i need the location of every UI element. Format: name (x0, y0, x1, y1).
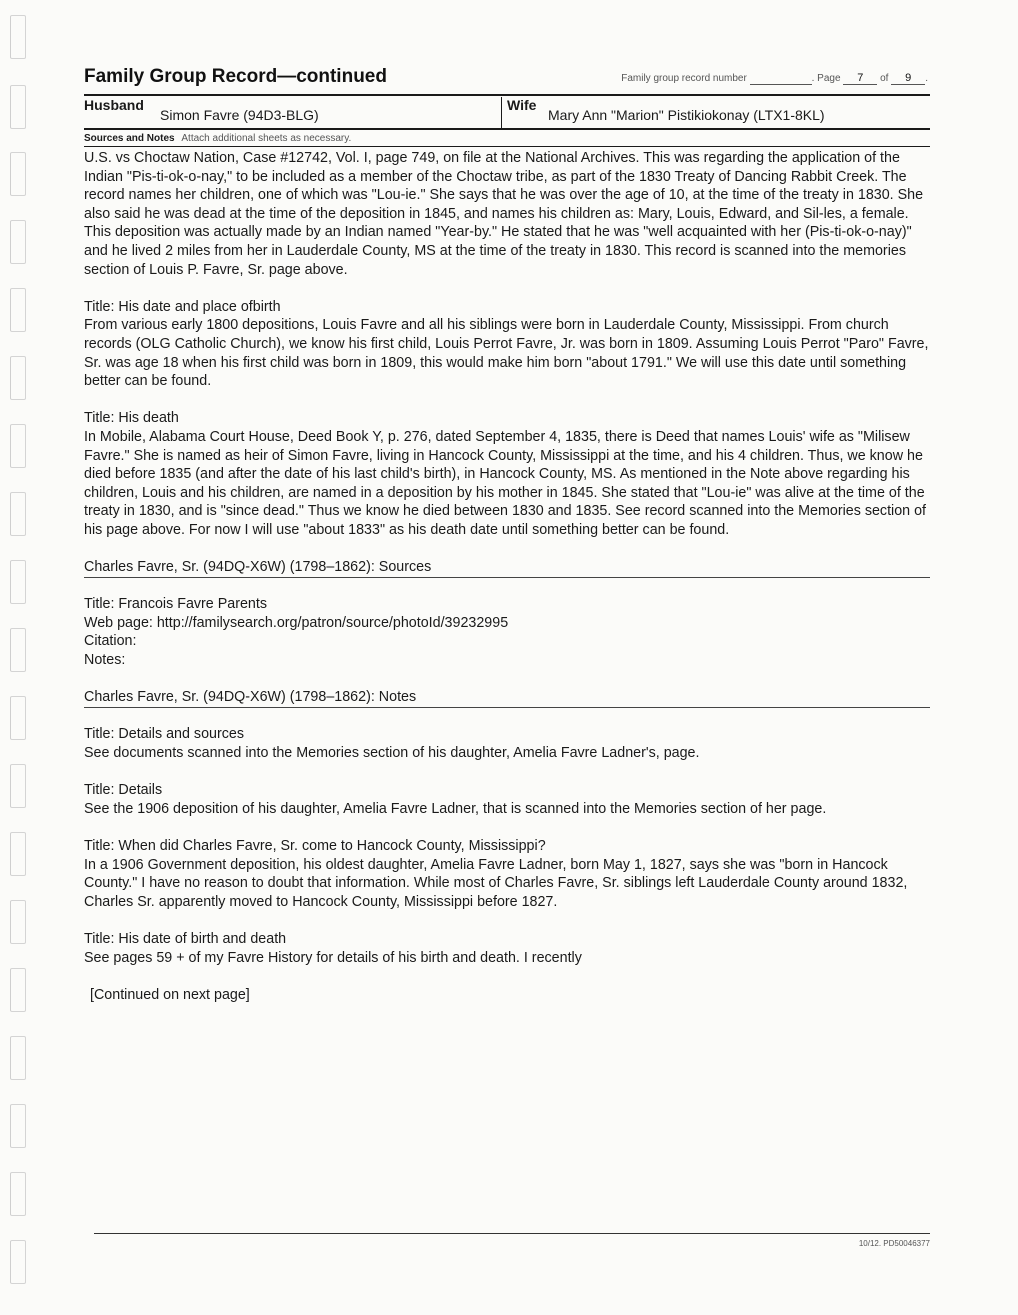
binder-mark (10, 628, 26, 672)
section-heading-sources: Charles Favre, Sr. (94DQ-X6W) (1798–1862): Sources (84, 558, 930, 578)
page-total: 9 (891, 72, 925, 85)
husband-wife-row (84, 97, 930, 129)
sources-label: Sources and Notes (84, 133, 175, 144)
binder-mark (10, 1172, 26, 1216)
binder-mark (10, 764, 26, 808)
source-line: Web page: http://familysearch.org/patron/source/photoId/39232995 (84, 614, 509, 631)
notes-body (84, 149, 930, 1004)
record-meta: Family group record number . Page 7 of 9 . (621, 72, 928, 84)
footer-rule (94, 1233, 930, 1234)
record-number-label: Family group record number (621, 73, 747, 84)
form-code: 10/12. PD50046377 (858, 1239, 930, 1248)
binder-mark (10, 85, 26, 129)
wife-name: Mary Ann "Marion" Pistikiokonay (LTX1-8KL) (548, 107, 825, 123)
wife-label: Wife (507, 97, 537, 113)
binder-mark (10, 968, 26, 1012)
continued-note: [Continued on next page] (90, 986, 250, 1003)
binder-mark (10, 288, 26, 332)
binder-mark (10, 1104, 26, 1148)
of-label: of (880, 73, 889, 84)
binder-mark (10, 424, 26, 468)
sources-rule (84, 146, 930, 147)
paragraph: Title: His death In Mobile, Alabama Court House, Deed Book Y, p. 276, dated September 4, 1835, there is Deed that names Louis' wife as "Milisew Favre." She is named as heir of Simon Favre, living in Hancock County, Mississippi at the time, and his 4 children. Thus, we know he died before 1835 (and after the date of his last child's birth), in Hancock County, MS. As mentioned in the Note above regarding his children, Louis and his children, are named in a deposition by his mother in 1845. She stated that "Lou-ie" was alive at the time of the treaty in 1830, and is "since dead." Thus we know he died between 1830 and 1835. See record scanned into the Memories section of his page above. For now I will use "about 1833" as his death date until something better can be found. (84, 410, 927, 538)
binder-mark (10, 356, 26, 400)
source-line: Citation: (84, 633, 137, 650)
page-number: 7 (843, 72, 877, 85)
binder-mark (10, 220, 26, 264)
section-heading-notes: Charles Favre, Sr. (94DQ-X6W) (1798–1862): Notes (84, 688, 930, 708)
source-line: Notes: (84, 652, 126, 669)
binder-mark (10, 1240, 26, 1284)
record-number-field (750, 72, 812, 85)
binder-mark (10, 832, 26, 876)
sources-header (84, 133, 351, 144)
paragraph: Title: Details See the 1906 deposition of his daughter, Amelia Favre Ladner, that is scanned into the Memories section of her page. (84, 782, 827, 817)
binder-mark (10, 560, 26, 604)
page-title: Family Group Record—continued (84, 66, 387, 87)
row-rule (84, 128, 930, 130)
paragraph: Title: Details and sources See documents scanned into the Memories section of his daughter, Amelia Favre Ladner's, page. (84, 726, 700, 761)
binder-mark (10, 15, 26, 59)
page-label: Page (817, 73, 841, 84)
paragraph: Title: When did Charles Favre, Sr. come to Hancock County, Mississippi? In a 1906 Government deposition, his oldest daughter, Amelia Favre Ladner, born May 1, 1827, says she was "born in Hancock County." I have no reason to doubt that information. While most of Charles Favre, Sr. siblings left Lauderdale County around 1832, Charles Sr. apparently moved to Hancock County, Mississippi before 1827. (84, 837, 908, 910)
source-line: Title: Francois Favre Parents (84, 596, 268, 613)
husband-name: Simon Favre (94D3-BLG) (160, 107, 319, 123)
binder-mark (10, 1036, 26, 1080)
sources-note: Attach additional sheets as necessary. (181, 133, 352, 144)
header-rule (84, 94, 930, 96)
binder-mark (10, 492, 26, 536)
paragraph: Title: His date and place ofbirth From various early 1800 depositions, Louis Favre and all his siblings were born in Lauderdale County, Mississippi. From church records (OLG Catholic Church), we know his first child, Louis Perrot Favre, Jr. was born in 1809. Assuming Louis Perrot "Paro" Favre, Sr. was age 18 when his first child was born in 1809, this would make him born "about 1791." We will use this date until something better can be found. (84, 298, 929, 390)
binder-mark (10, 152, 26, 196)
source-entry (84, 595, 930, 669)
paragraph: Title: His date of birth and death See pages 59 + of my Favre History for details of his birth and death. I recently (84, 930, 582, 966)
paragraph: U.S. vs Choctaw Nation, Case #12742, Vol. I, page 749, on file at the National Archives. This was regarding the application of the Indian "Pis-ti-ok-o-nay," to be included as a member of the Choctaw tribe, as part of the 1830 Treaty of Dancing Rabbit Creek. The record names her children, one of which was "Lou-ie." She says that he was over the age of 10, at the time of the treaty in 1830. She also said he was dead at the time of the deposition in 1845, and names his children as: Mary, Louis, Edward, and Sil-les, a female. This deposition was actually made by an Indian named "Year-by." He stated that he was "well acquainted with her (Pis-ti-ok-o-nay)" and he lived 2 miles from her in Lauderdale County, MS at the time of the treaty in 1830. This record is scanned into the memories section of Louis P. Favre, Sr. page above. (84, 150, 924, 278)
binder-mark (10, 900, 26, 944)
binder-mark (10, 696, 26, 740)
column-divider (501, 97, 502, 128)
husband-label: Husband (84, 97, 144, 113)
